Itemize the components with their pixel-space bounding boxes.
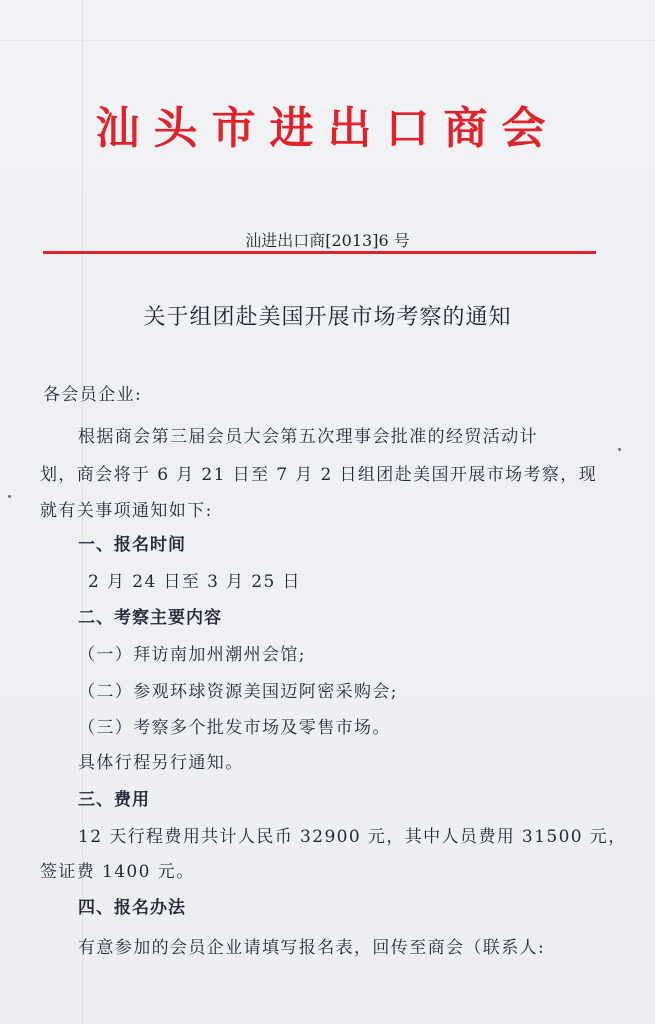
fees-line: 12 天行程费用共计人民币 32900 元，其中人员费用 31500 元， <box>78 827 627 847</box>
organization-title: 汕头市进出口商会 <box>95 103 560 154</box>
intro-line: 划，商会将于 6 月 21 日至 7 月 2 日组团赴美国开展市场考察，现 <box>40 465 598 485</box>
list-item: （二）参观环球资源美国迈阿密采购会; <box>78 682 398 702</box>
itinerary-note: 具体行程另行通知。 <box>78 753 244 773</box>
scan-speck <box>8 495 11 498</box>
section-heading-fees: 三、费用 <box>78 790 150 810</box>
section-heading-registration-method: 四、报名办法 <box>78 898 186 918</box>
registration-method-line: 有意参加的会员企业请填写报名表，回传至商会（联系人: <box>78 938 546 958</box>
scan-speck <box>618 448 621 451</box>
paper-fold-line <box>0 40 655 41</box>
red-divider-rule <box>43 251 596 254</box>
list-item: （三）考察多个批发市场及零售市场。 <box>78 718 391 738</box>
section-heading-main-content: 二、考察主要内容 <box>78 608 222 628</box>
document-number: 汕进出口商[2013]6 号 <box>245 231 410 250</box>
list-item: （一）拜访南加州潮州会馆; <box>78 645 306 665</box>
intro-line: 就有关事项通知如下: <box>40 501 213 521</box>
fees-line: 签证费 1400 元。 <box>40 862 195 882</box>
section-heading-registration-time: 一、报名时间 <box>78 535 186 555</box>
notice-title: 关于组团赴美国开展市场考察的通知 <box>143 305 512 330</box>
registration-dates: 2 月 24 日至 3 月 25 日 <box>88 572 301 592</box>
intro-line: 根据商会第三届会员大会第五次理事会批准的经贸活动计 <box>78 427 538 447</box>
salutation: 各会员企业: <box>43 385 143 405</box>
